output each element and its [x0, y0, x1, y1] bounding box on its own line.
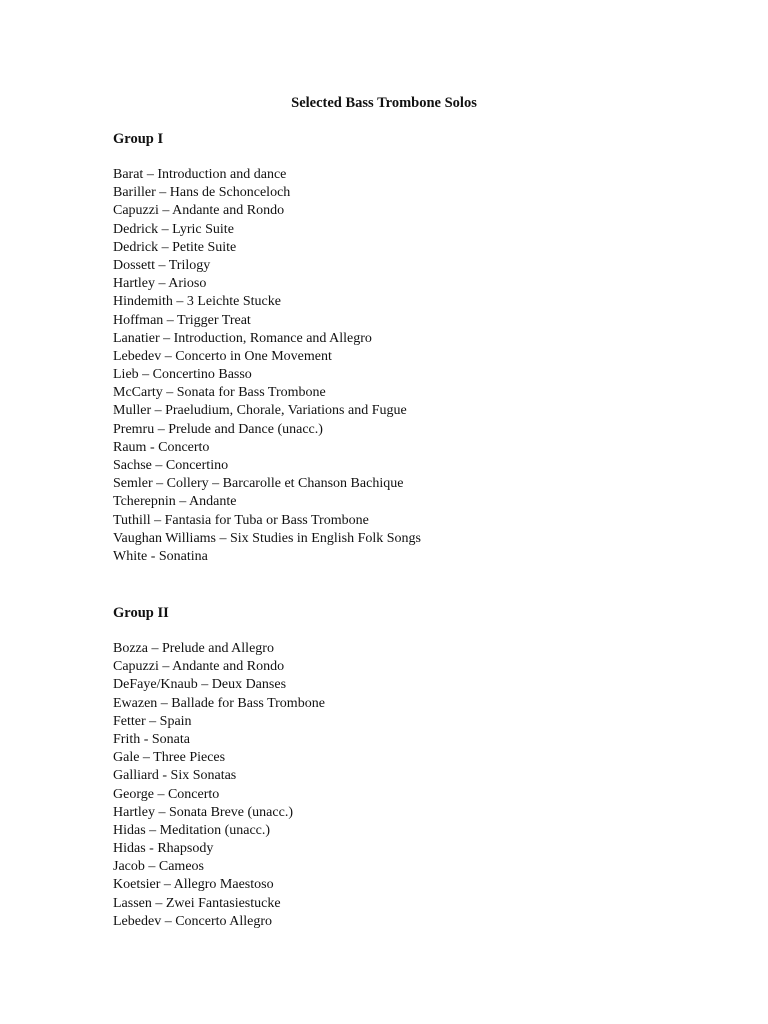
- list-item: Semler – Collery – Barcarolle et Chanson Bachique: [113, 476, 404, 492]
- list-item: Frith - Sonata: [113, 731, 190, 747]
- list-item: Lieb – Concertino Basso: [113, 367, 252, 383]
- group-i-list: [113, 166, 421, 566]
- list-item: Sachse – Concertino: [113, 458, 229, 473]
- list-item: Vaughan Williams – Six Studies in English Folk Songs: [113, 530, 421, 546]
- list-item: Lebedev – Concerto Allegro: [113, 913, 273, 929]
- list-item: Dossett – Trilogy: [113, 257, 211, 273]
- group-ii-list: [113, 640, 325, 931]
- list-item: Lassen – Zwei Fantasiestucke: [113, 895, 281, 911]
- list-item: Hartley – Sonata Breve (unacc.): [113, 804, 293, 820]
- list-item: White - Sonatina: [113, 548, 208, 564]
- list-item: Koetsier – Allegro Maestoso: [113, 877, 274, 893]
- list-item: Lanatier – Introduction, Romance and Allegro: [113, 330, 372, 346]
- list-item: George – Concerto: [113, 786, 220, 802]
- list-item: Tcherepnin – Andante: [113, 494, 237, 510]
- list-item: Fetter – Spain: [113, 713, 192, 729]
- list-item: Hidas – Meditation (unacc.): [113, 822, 271, 838]
- list-item: Muller – Praeludium, Chorale, Variations and Fugue: [113, 403, 407, 419]
- list-item: Hindemith – 3 Leichte Stucke: [113, 294, 281, 310]
- list-item: Dedrick – Lyric Suite: [113, 221, 234, 237]
- list-item: Hoffman – Trigger Treat: [113, 312, 251, 328]
- list-item: Lebedev – Concerto in One Movement: [113, 348, 332, 364]
- list-item: Gale – Three Pieces: [113, 750, 226, 766]
- list-item: Tuthill – Fantasia for Tuba or Bass Trombone: [113, 512, 369, 528]
- list-item: Bariller – Hans de Schonceloch: [113, 185, 291, 201]
- list-item: Raum - Concerto: [113, 439, 210, 455]
- list-item: Hartley – Arioso: [113, 276, 207, 292]
- list-item: Galliard - Six Sonatas: [113, 768, 237, 784]
- list-item: Capuzzi – Andante and Rondo: [113, 659, 285, 675]
- group-heading-group-ii: Group II: [113, 605, 169, 621]
- group-heading-group-i: Group I: [113, 131, 164, 147]
- page-title: Selected Bass Trombone Solos: [291, 95, 477, 111]
- list-item: Dedrick – Petite Suite: [113, 239, 237, 255]
- list-item: DeFaye/Knaub – Deux Danses: [113, 677, 287, 693]
- list-item: Barat – Introduction and dance: [113, 167, 287, 182]
- list-item: McCarty – Sonata for Bass Trombone: [113, 385, 326, 401]
- list-item: Jacob – Cameos: [113, 859, 204, 875]
- list-item: Hidas - Rhapsody: [113, 841, 214, 857]
- list-item: Capuzzi – Andante and Rondo: [113, 203, 285, 219]
- list-item: Ewazen – Ballade for Bass Trombone: [113, 695, 325, 711]
- list-item: Premru – Prelude and Dance (unacc.): [113, 421, 323, 437]
- list-item: Bozza – Prelude and Allegro: [113, 641, 274, 656]
